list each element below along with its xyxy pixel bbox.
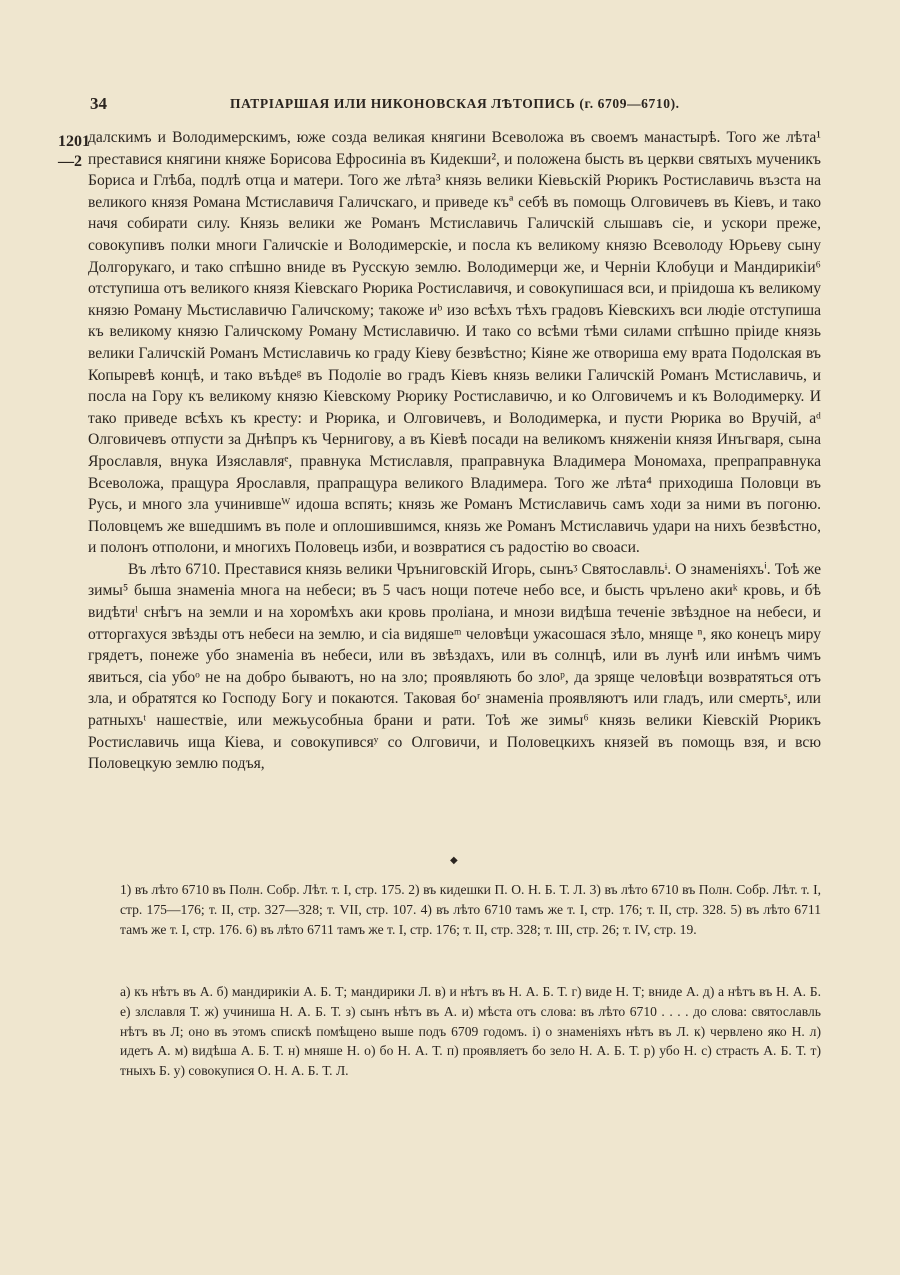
- margin-page-note: —2: [58, 153, 82, 170]
- chronicle-text: [88, 127, 821, 775]
- running-head: [90, 94, 820, 120]
- source-footnotes: [120, 880, 821, 941]
- page-title: ПАТРІАРШАЯ ИЛИ НИКОНОВСКАЯ ЛѢТОПИСЬ (г. 6709—6710).: [230, 96, 680, 111]
- variant-text: а) къ нѣтъ въ А. б) мандирикіи А. Б. Т; мандирики Л. в) и нѣтъ въ Н. А. Б. Т. г) виде Н. Т; вниде А. д) а нѣтъ въ Н. А. Б. е) злславля Т. ж) учиниша Н. А. Б. Т. з) сынъ нѣтъ въ А. и) мѣста отъ слова: въ лѣто 6710 . . . . до слова: святославль нѣтъ въ Л; оно въ этомъ спискѣ помѣщено выше подъ 6709 годомъ. і) о знаменіяхъ нѣтъ въ Л. к) червлено яко Н. л) идетъ А. м) видѣша А. Б. Т. н) мняше Н. о) бо Н. А. Т. п) проявляетъ бо зело Н. А. Б. Т. р) убо Н. с) страсть А. Б. Т. т) тныхъ Б. у) совокупися О. Н. А. Б. Т. Л.: [120, 984, 821, 1079]
- variant-readings: [120, 982, 821, 1081]
- footnote-text: 1) въ лѣто 6710 въ Полн. Собр. Лѣт. т. I, стр. 175. 2) въ кидешки П. О. Н. Б. Т. Л. 3) въ лѣто 6710 въ Полн. Собр. Лѣт. т. I, стр. 175—176; т. II, стр. 327—328; т. VII, стр. 107. 4) въ лѣто 6710 тамъ же т. I, стр. 176; т. II, стр. 328. 5) въ лѣто 6711 тамъ же т. I, стр. 176. 6) въ лѣто 6711 тамъ же т. I, стр. 176; т. II, стр. 328; т. III, стр. 26; т. IV, стр. 19.: [120, 882, 821, 938]
- chronicle-paragraph: далскимъ и Володимерскимъ, юже созда великая княгини Всеволожа въ своемъ манастырѣ. Того же лѣта¹ преставися княгини княже Борисова Ефросиніа въ Кидекши², и положена бысть въ церкви святыхъ мученикъ Бориса и Глѣба, подлѣ отца и матери. Того же лѣта³ князь велики Кіевьскій Рюрикъ Ростиславичь възста на великого князя Романа Мстиславичя Галичскаго, и приведе къª себѣ въ помощь Олговичевъ въ Кіевъ, и тако начя собирати силу. Князь велики же Романъ Мстиславичь Галичскій слышавъ сіе, и ускори преже, совокупивъ полки многи Галичскіе и Володимерскіе, и посла къ великому князю Всеволоду Юрьеву сыну Долгорукаго, и тако спѣшно вниде въ Русскую землю. Володимерци же, и Черніи Клобуци и Мандирикіи⁶ отступиша отъ великого князя Кіевскаго Рюрика Ростиславичя, и совокупишася вси, и пріидоша къ великому князю Роману Мьстиславичю Галичскому; такоже иᵇ изо всѣхъ тѣхъ градовъ Кіевскихъ вси людіе отступиша къ великому князю Галичскому Роману Мстиславичю. И тако со всѣми тѣми силами спѣшно пріиде князь велики Галичскій Романъ Мстиславичь ко граду Кіеву безвѣстно; Кіяне же отвориша ему врата Подолская въ Копыревѣ концѣ, и тако въѣдеᵍ въ Подоліе во градъ Кіевъ князь велики Галичскій Романъ Мстиславичь, и посла на Гору къ великому князю Кіевскому Рюрику Ростиславичю, и ко Олговичемъ и къ Володимерку. И тако приведе всѣхъ къ кресту: и Рюрика, и Олговичевъ, и Володимерка, и пусти Рюрика во Вручій, аᵈ Олговичевъ отпусти за Днѣпръ къ Чернигову, а въ Кіевѣ посади на великомъ княженіи князя Инъгваря, сына Ярославля, внука Изяславляᵉ, правнука Мстиславля, праправнука Владимера Мономаха, препраправнука Всеволожа, пращура Ярославля, прапращура великого Владимера. Того же лѣта⁴ приходиша Половци въ Русь, и много зла учинившеᵂ идоша вспять; князь же Романъ Мстиславичь самъ ходи за ними въ погоню. Половцемъ же вшедшимъ въ поле и оплошившимся, князь же Романъ Мстиславичь удари на нихъ безвѣстно, и полонъ отполони, и многихъ Половець изби, и возвратися съ радостію во своаси.: [88, 129, 821, 557]
- chronicle-paragraph: Въ лѣто 6710. Преставися князь велики Чръниговскій Игорь, сынъᶾ Святославльᶤ. О знаменіяхъⁱ. Тоѣ же зимы⁵ быша знаменіа многа на небеси; въ 5 часъ нощи потече небо все, и бысть чрълено акиᵏ кровь, и бѣ видѣтиˡ снѣгъ на земли и на хоромѣхъ аки кровь проліана, и мнози видѣша теченіе звѣздное на небеси, и отторгахуся звѣзды отъ небеси на землю, и сіа видяшеᵐ человѣци ужасошася зѣло, мняще ⁿ, яко конецъ миру грядетъ, понеже убо знаменіа въ небеси, или въ звѣздахъ, или въ солнцѣ, или въ лунѣ или инѣмъ чимъ явиться, сіа убоᵒ не на добро бываютъ, но на зло; проявляють бо злоᵖ, да зряще человѣци возвратяться отъ зла, и обратятся ко Господу Богу и покаются. Таковая боʳ знаменіа проявляютъ или гладъ, или смертьˢ, или ратныхъᵗ нашествіе, или межьусобныа брани и рати. Тоѣ же зимы⁶ князь велики Кіевскій Рюрикъ Ростиславичь ища Кіева, и совокупивсяʸ со Олговичи, и Половецкихъ князей въ помощь взя, и всю Половецкую землю подъя,: [88, 560, 821, 773]
- page-number: 34: [90, 94, 107, 113]
- separator-ornament: ◆: [450, 855, 458, 866]
- margin-year-note: 1201: [58, 133, 90, 150]
